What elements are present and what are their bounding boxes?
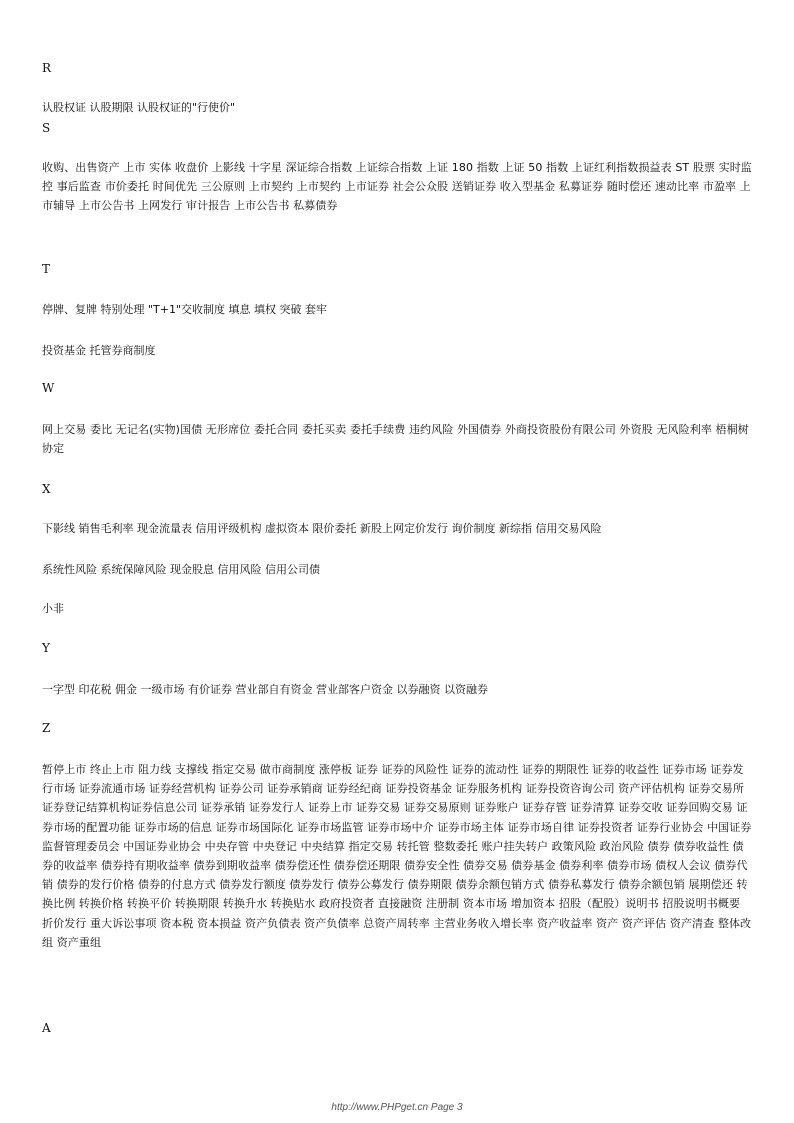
section-x-text-2: 系统性风险 系统保障风险 现金股息 信用风险 信用公司债 — [42, 563, 320, 576]
section-x-text-3: 小非 — [42, 602, 64, 615]
section-letter-s: S — [42, 121, 51, 135]
section-letter-r: R — [42, 61, 52, 75]
section-y-text: 一字型 印花税 佣金 一级市场 有价证券 营业部自有资金 营业部客户资金 以券融资 以资融券 — [42, 683, 488, 696]
section-letter-w: W — [42, 381, 55, 395]
section-r-text: 认股权证 认股期限 认股权证的"行使价" — [42, 101, 236, 114]
section-t-text-2: 投资基金 托管券商制度 — [42, 344, 156, 357]
section-letter-a: A — [42, 1021, 51, 1035]
section-w-text: 网上交易 委比 无记名(实物)国债 无形席位 委托合同 委托买卖 委托手续费 违约风险 外国债券 外商投资股份有限公司 外资股 无风险利率 梧桐树协定 — [42, 423, 749, 456]
section-letter-t: T — [42, 262, 51, 276]
section-t-text-1: 停牌、复牌 特别处理 "T+1"交收制度 填息 填权 突破 套牢 — [42, 303, 328, 316]
page-footer: http://www.PHPget.cn Page 3 — [331, 1102, 463, 1113]
section-z-text: 暂停上市 终止上市 阻力线 支撑线 指定交易 做市商制度 涨停板 证券 证券的风险性 证券的流动性 证券的期限性 证券的收益性 证券市场 证券发行市场 证券流通市场 证券经营机构 证券公司 证券承销商 证券经纪商 证券投资基金 证券服务机构 证券投资咨询公司 资产评估机构 证券交易所 证券登记结算机构证券信息公司 证券承销 证券发行人 证券上市 证券交易 证券交易原则 证券账户 证券存管 证券清算 证券交收 证券回购交易 证券市场的配置功能 证券市场的信息 证券市场国际化 证券市场监管 证券市场中介 证券市场主体 证券市场自律 证券投资者 证券行业协会 中国证券监督管理委员会 中国证券业协会 中央存管 中央登记 中央结算 指定交易 转托管 整数委托 账户挂失转户 政策风险 政治风险 债券 债券收益性 债券的收益率 债券持有期收益率 债券到期收益率 债券偿还性 债券偿还期限 债券安全性 债券交易 债券基金 债券利率 债券市场 债权人会议 债券代销 债券的发行价格 债券的付息方式 债券发行额度 债券发行 债券公募发行 债券期限 债券余额包销方式 债券私募发行 债券余额包销 展期偿还 转换比例 转换价格 转换平价 转换期限 转换升水 转换贴水 政府投资者 直接融资 注册制 资本市场 增加资本 招股（配股）说明书 招股说明书概要 折价发行 重大诉讼事项 资本税 资本损益 资产负债表 资产负债率 总资产周转率 主营业务收入增长率 资产收益率 资产 资产评估 资产清查 整体改组 资产重组 — [42, 763, 752, 949]
section-letter-z: Z — [42, 721, 51, 735]
section-x-text-1: 下影线 销售毛利率 现金流量表 信用评级机构 虚拟资本 限价委托 新股上网定价发行 询价制度 新综指 信用交易风险 — [42, 522, 602, 535]
section-s-text: 收购、出售资产 上市 实体 收盘价 上影线 十字星 深证综合指数 上证综合指数 上证 180 指数 上证 50 指数 上证红利指数损益表 ST 股票 实时监控 事后监查 市价委托 时间优先 三公原则 上市契约 上市契约 上市证券 社会公众股 送销证券 收入型基金 私募证券 随时偿还 速动比率 市盈率 上市辅导 上市公告书 上网发行 审计报告 上市公告书 私募债券 — [42, 161, 752, 213]
section-letter-x: X — [42, 482, 51, 496]
section-letter-y: Y — [42, 641, 50, 655]
